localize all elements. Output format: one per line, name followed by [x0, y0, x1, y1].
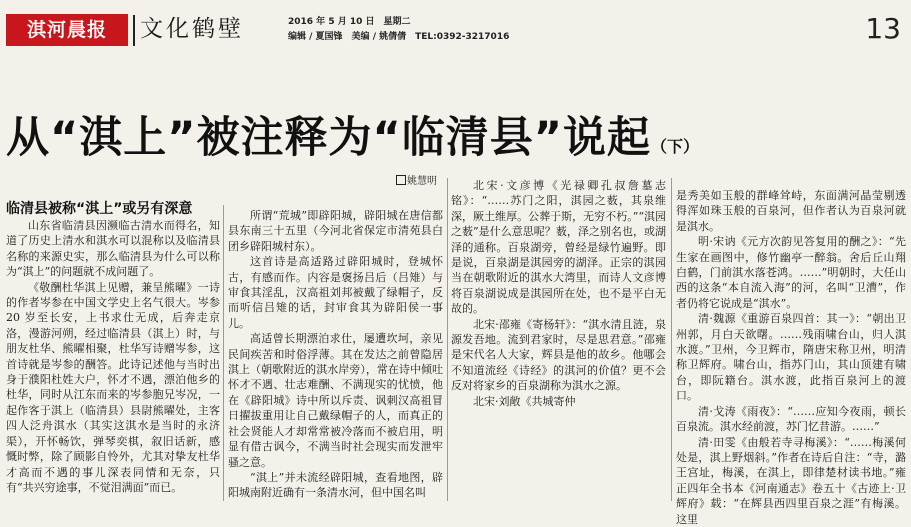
paragraph: 清·戈涛《雨夜》：“……应知今夜雨，顿长百泉流。淇水经前渡，苏门忆昔游。……” — [676, 404, 906, 434]
paragraph: 这首诗是高适路过辟阳城时，登城怀古，有感而作。内容是褒扬吕后（吕雉）与审食其淫乱，汉高祖刘邦被戴了绿帽子，反而听信吕雉的话，封审食其为辟阳侯一事儿。 — [228, 255, 443, 330]
paragraph: 北宋·文彦博《光禄卿孔叔詹墓志铭》：“……苏门之阳，淇园之薮，其泉维深，厥土维厚。公葬于斯，无穷不朽。”“淇园之薮”是什么意思呢？薮，泽之别名也，或湖泽的通称。百泉湖旁，曾经是绿竹遍野。即是说，百泉湖是淇园旁的湖泽。正宗的淇园当在朝歌附近的淇水大湾里，而诗人文彦博将百泉湖说成是淇园所在处，也不是平白无故的。 — [451, 179, 666, 316]
paragraph: 高适曾长期漂泊求仕，屡遭坎坷，亲见民间疾苦和时俗浮薄。其在发达之前曾隐居淇上（朝歌附近的淇水岸旁），常在诗中倾吐怀才不遇、壮志难酬、不满现实的忧愤，他在《辟阳城》诗中所以斥责、讽刺汉高祖冒日擢拔重用让自己戴绿帽子的人，而真正的社会贤能人才却常常被冷落而不被启用，明显有借古讽今，不满当时社会现实而发泄牢骚之意。 — [228, 332, 443, 469]
column-rule — [223, 205, 224, 501]
paragraph: 北宋·邵雍《寄杨轩》：“淇水清且涟，泉源发吾地。流到君家时，尽是思君意。”邵雍是宋代名人大家，辉县是他的故乡。他哪会不知道流经《诗经》的淇河的价值？更不会反对将家乡的百泉湖称为淇水之源。 — [451, 317, 666, 393]
paragraph: 所谓“荒城”即辟阳城，辟阳城在唐信都县东南三十五里（今河北省保定市清苑县白团乡辟阳城村东）。 — [228, 209, 443, 253]
byline-box-icon — [396, 175, 406, 185]
column-rule — [447, 178, 448, 501]
article-column-1 — [6, 218, 220, 501]
editor-credits: 编辑 / 夏国锋 美编 / 姚倩倩 TEL:0392-3217016 — [288, 32, 510, 42]
author-name: 姚慧明 — [407, 176, 437, 187]
paragraph: 北宋·刘敞《共城寄仲 — [473, 394, 576, 408]
column-rule — [671, 178, 672, 501]
section-subheading: 临清县被称“淇上”或另有深意 — [6, 201, 193, 217]
issue-date: 2016 年 5 月 10 日 星期二 — [288, 17, 411, 27]
headline-text: 从“淇上”被注释为“临清县”说起 — [6, 113, 652, 163]
article-column-2 — [228, 208, 443, 501]
newspaper-name: 淇河晨报 — [6, 14, 128, 46]
article-column-3 — [451, 178, 666, 501]
headline-part-marker: （下） — [651, 137, 700, 156]
article-headline — [6, 104, 699, 165]
article-column-4 — [676, 188, 906, 526]
paragraph: 山东省临清县因濒临古清水而得名，知道了历史上清水和淇水可以混称以及临清县名称的来源史实，那么临清县为什么可以称为“淇上”的问题就不成问题了。 — [6, 219, 220, 279]
paragraph: 清·田雯《由般若寺寻梅溪》：“……梅溪何处是，淇上野烟斜。”作者在诗后自注：“寺，潞王宫址，梅溪，在淇上，即律楚材读书地。”雍正四年全书本《河南通志》卷五十《古迹上·卫辉府》载：“在辉县西四里百泉之涯”有梅溪。这里 — [676, 435, 906, 526]
paragraph: 《敬酬杜华淇上见赠，兼呈熊曜》一诗的作者岑参在中国文学史上名气很大。岑参 20 岁至长安，上书求仕无成，后奔走京洛，漫游河朔，经过临清县（淇上）时，与朋友杜华、熊曜相聚，杜华写诗赠岑参，这首诗就是岑参的酬答。此诗记述他与当时出身于濮阳杜姓大户，怀才不遇，漂泊他乡的杜华，同时从江东而来的岑参胞兄岑况，一起作客于淇上（临清县）县尉熊曜处，主客四人泛舟淇水（其实这淇水是当时的永济渠），开怀畅饮，弹琴奕棋，叙旧话新，感慨时弊，除了顾影自怜外，尤其对挚友杜华才高而不遇的事儿深表同情和无奈，只有“共兴穷途事，不觉泪满面”而已。 — [6, 280, 220, 494]
paragraph: “淇上”并未流经辟阳城，查看地图，辟阳城南附近确有一条清水河，但中国名叫 — [228, 470, 443, 500]
page-number: 13 — [865, 12, 901, 45]
paragraph: 是秀美如玉般的群峰耸峙，东面满河晶莹剔透得浑如珠玉般的百泉河，但作者认为百泉河就是淇水。 — [676, 189, 906, 233]
masthead-divider — [133, 15, 135, 46]
masthead — [0, 0, 911, 50]
section-title: 文化鹤壁 — [140, 16, 244, 42]
paragraph: 明·宋讷《元方次韵见答复用的酬之》：“先生家在画图中，修竹幽亭一醉翁。舍后丘山翔白鹤，门前淇水落苍鸿。……”明朝时，大任山西的这条“本自流入海”的河，名叫“卫漕”，作者仍将它说成是“淇水”。 — [676, 235, 906, 310]
byline — [396, 172, 437, 187]
paragraph: 清·魏源《重游百泉四首：其一》：“朝出卫州郭，月白天欲曙。……残雨啸台山，归人淇水渡。”卫州，今卫辉市，隋唐宋称卫州，明清称卫辉府。啸台山，指苏门山，其山顶建有啸台，即阮籍台。淇水渡，此指百泉河上的渡口。 — [676, 312, 906, 403]
